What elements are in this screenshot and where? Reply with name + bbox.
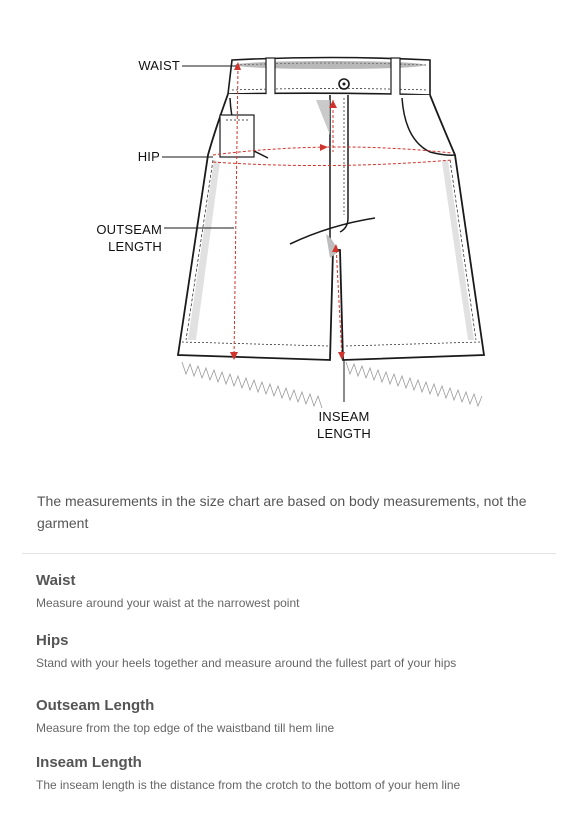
label-hip: HIP xyxy=(137,149,160,164)
label-outseam-line1: OUTSEAM xyxy=(96,222,162,237)
section-hips xyxy=(36,631,556,672)
divider xyxy=(22,553,556,554)
label-inseam-line2: LENGTH xyxy=(317,426,371,441)
section-title: Waist xyxy=(36,572,76,589)
section-description: Measure from the top edge of the waistband till hem line xyxy=(36,721,335,735)
label-inseam-line1: INSEAM xyxy=(318,409,370,424)
size-chart-note: The measurements in the size chart are based on body measurements, not the garment xyxy=(37,493,527,531)
label-outseam xyxy=(80,221,162,255)
section-title: Hips xyxy=(36,632,69,649)
section-description: Measure around your waist at the narrowest point xyxy=(36,596,300,610)
section-title: Inseam Length xyxy=(36,754,142,771)
section-waist xyxy=(36,571,556,612)
section-description: Stand with your heels together and measure around the fullest part of your hips xyxy=(36,656,457,670)
label-inseam xyxy=(304,408,384,442)
label-waist: WAIST xyxy=(138,58,180,73)
section-outseam-length xyxy=(36,696,556,737)
section-inseam-length xyxy=(36,753,556,794)
section-description: The inseam length is the distance from the crotch to the bottom of your hem line xyxy=(36,778,461,792)
label-outseam-line2: LENGTH xyxy=(108,239,162,254)
section-title: Outseam Length xyxy=(36,697,155,714)
